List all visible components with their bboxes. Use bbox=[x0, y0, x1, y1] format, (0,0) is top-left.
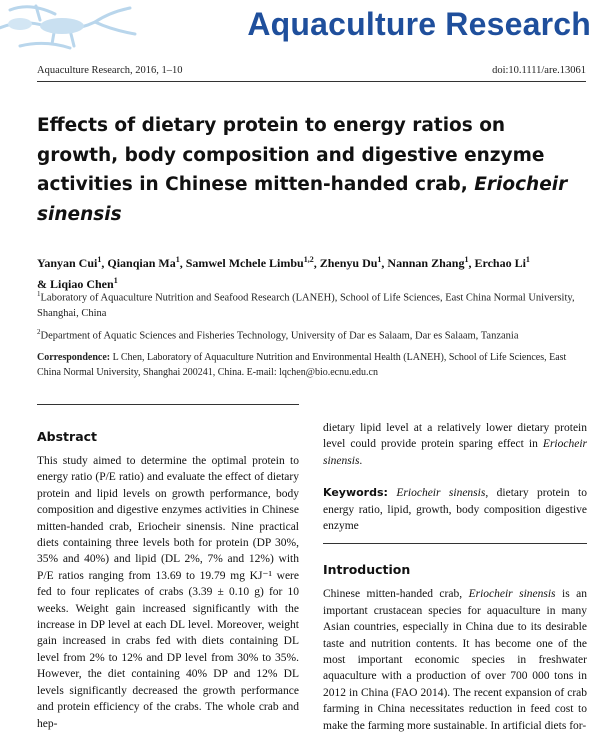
introduction-heading: Introduction bbox=[323, 562, 411, 578]
citation: Aquaculture Research, 2016, 1–10 bbox=[37, 65, 183, 76]
running-head bbox=[37, 65, 586, 79]
introduction-text: Chinese mitten-handed crab, Eriocheir sinensis is an important crustacean species for aquaculture in many Asian countries, especially in China due to its desirable taste and nutrition contents. It has become one of the most important economic species in freshwater aquaculture with a production of over 700 000 tons in 2012 in China (FAO 2014). The recent expansion of crab farming in China necessitates reduction in feed cost to make the farming more sustainable. In artificial diets for- bbox=[323, 588, 587, 732]
keywords-label: Keywords: bbox=[323, 486, 388, 500]
correspondence-label: Correspondence: bbox=[37, 352, 111, 363]
journal-banner bbox=[0, 0, 609, 52]
correspondence-text: L Chen, Laboratory of Aquaculture Nutrition and Environmental Health (LANEH), School of Life Sciences, East China Normal University, Shanghai 200241, China. E-mail: lqchen@bio.ecnu.edu.cn bbox=[37, 352, 567, 378]
keywords bbox=[323, 485, 587, 534]
keywords-species: Eriocheir sinensis bbox=[396, 487, 486, 500]
author: & Liqiao Chen$^1$ bbox=[37, 276, 118, 291]
header-rule bbox=[37, 81, 586, 82]
keywords-rule bbox=[323, 543, 587, 544]
abstract-continuation: dietary lipid level at a relatively lower dietary protein level could provide protein sparing effect in Eriocheir sinensis. bbox=[323, 422, 587, 467]
author: Erchao Li$^1$ bbox=[474, 255, 530, 270]
author: Qianqian Ma$^1$, bbox=[107, 255, 186, 270]
author: Zhenyu Du$^1$, bbox=[319, 255, 388, 270]
author: Nannan Zhang$^1$, bbox=[387, 255, 475, 270]
doi[interactable]: doi:10.1111/are.13061 bbox=[492, 65, 586, 76]
abstract-column bbox=[37, 404, 299, 732]
author: Samwel Mchele Limbu$^{1,2}$, bbox=[185, 255, 320, 270]
affiliation: $^2$Department of Aquatic Sciences and Fisheries Technology, University of Dar es Salaam, Dar es Salaam, Tanzania bbox=[37, 327, 519, 341]
correspondence bbox=[37, 350, 587, 380]
journal-name: Aquaculture Research bbox=[247, 6, 591, 42]
author: Yanyan Cui$^1$, bbox=[37, 255, 108, 270]
right-column bbox=[323, 420, 587, 734]
article-title-main: Effects of dietary protein to energy ratios on growth, body composition and digestive enzyme activities in Chinese mitten-handed crab, bbox=[37, 115, 545, 196]
affiliation: $^1$Laboratory of Aquaculture Nutrition and Seafood Research (LANEH), School of Life Sciences, East China Normal University, Shanghai, China bbox=[37, 290, 575, 319]
article-title-species: Eriocheir sinensis bbox=[37, 174, 568, 225]
keywords-text: , dietary protein to energy ratio, lipid, growth, body composition digestive enzyme bbox=[323, 487, 588, 533]
abstract-heading: Abstract bbox=[37, 429, 98, 444]
affiliations bbox=[37, 287, 582, 347]
article-title bbox=[37, 111, 577, 229]
abstract-text: This study aimed to determine the optimal protein to energy ratio (P/E ratio) and evaluate the effect of dietary protein and lipid levels on growth performance, body composition and digestive enzymes activities in Chinese mitten-handed crab, Eriocheir sinensis. Nine practical diets containing three levels both for protein (DP 30%, 35% and 40%) and lipid (DL 2%, 7% and 12%) with P/E ratios ranging from 13.69 to 19.79 mg KJ⁻¹ were fed to four replicates of crabs (3.39 ± 0.10 g) for 10 weeks. Weight gain increased significantly with the increase in DP level at each DL level. Moreover, weight gain increased in crabs fed with diets containing DL level from 2% to 12% and DP level from 30% to 35%. However, the diet containing 40% DP and 12% DL levels significantly decreased the growth performance and protein efficiency of the crabs. The whole crab and hep- bbox=[37, 455, 299, 730]
abstract-top-rule bbox=[37, 404, 299, 405]
crayfish-logo-icon bbox=[0, 0, 150, 52]
